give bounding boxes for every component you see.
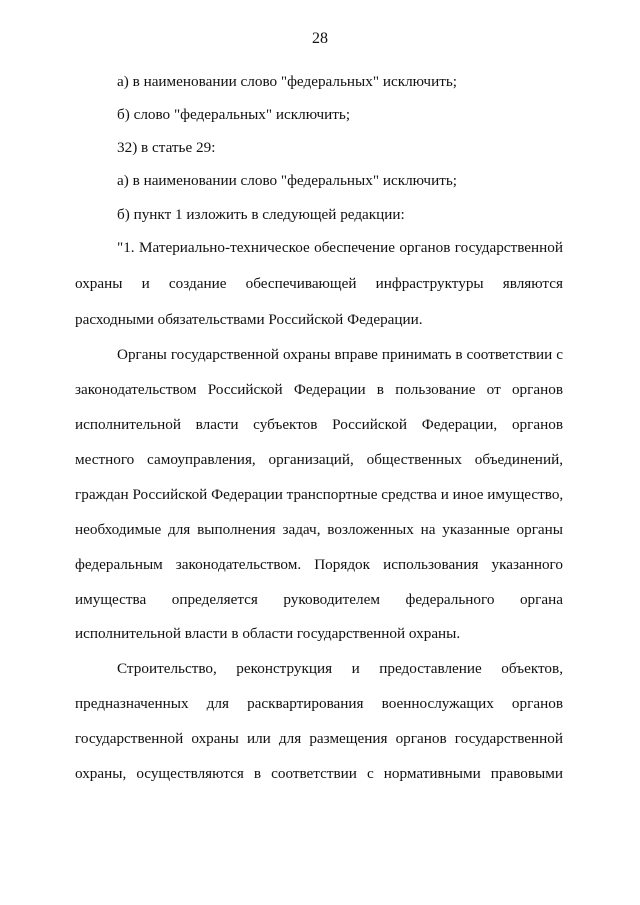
text-line: законодательством Российской Федерации в пользование от органов [75,381,563,398]
text-line: охраны, осуществляются в соответствии с нормативными правовыми [75,765,563,782]
text-line: Органы государственной охраны вправе принимать в соответствии с [117,346,563,363]
text-line: б) слово "федеральных" исключить; [117,106,351,123]
text-line: расходными обязательствами Российской Федерации. [75,311,423,328]
text-line: граждан Российской Федерации транспортные средства и иное имущество, [75,486,564,503]
text-line: а) в наименовании слово "федеральных" исключить; [117,172,457,189]
text-line: б) пункт 1 изложить в следующей редакции: [117,206,405,223]
text-line: федеральным законодательством. Порядок использования указанного [75,556,563,573]
page-number: 28 [312,30,328,47]
text-line: Строительство, реконструкция и предоставление объектов, [117,660,563,677]
text-line: 32) в статье 29: [117,139,216,156]
text-line: имущества определяется руководителем федерального органа [75,591,563,608]
text-line: исполнительной власти в области государственной охраны. [75,625,461,642]
text-line: охраны и создание обеспечивающей инфраструктуры являются [75,275,563,292]
text-line: "1. Материально-техническое обеспечение органов государственной [117,239,563,256]
text-line: государственной охраны или для размещения органов государственной [75,730,563,747]
text-line: исполнительной власти субъектов Российской Федерации, органов [75,416,563,433]
text-line: а) в наименовании слово "федеральных" исключить; [117,73,457,90]
text-line: местного самоуправления, организаций, общественных объединений, [75,451,563,468]
text-line: необходимые для выполнения задач, возложенных на указанные органы [75,521,563,538]
text-line: предназначенных для расквартирования военнослужащих органов [75,695,563,712]
